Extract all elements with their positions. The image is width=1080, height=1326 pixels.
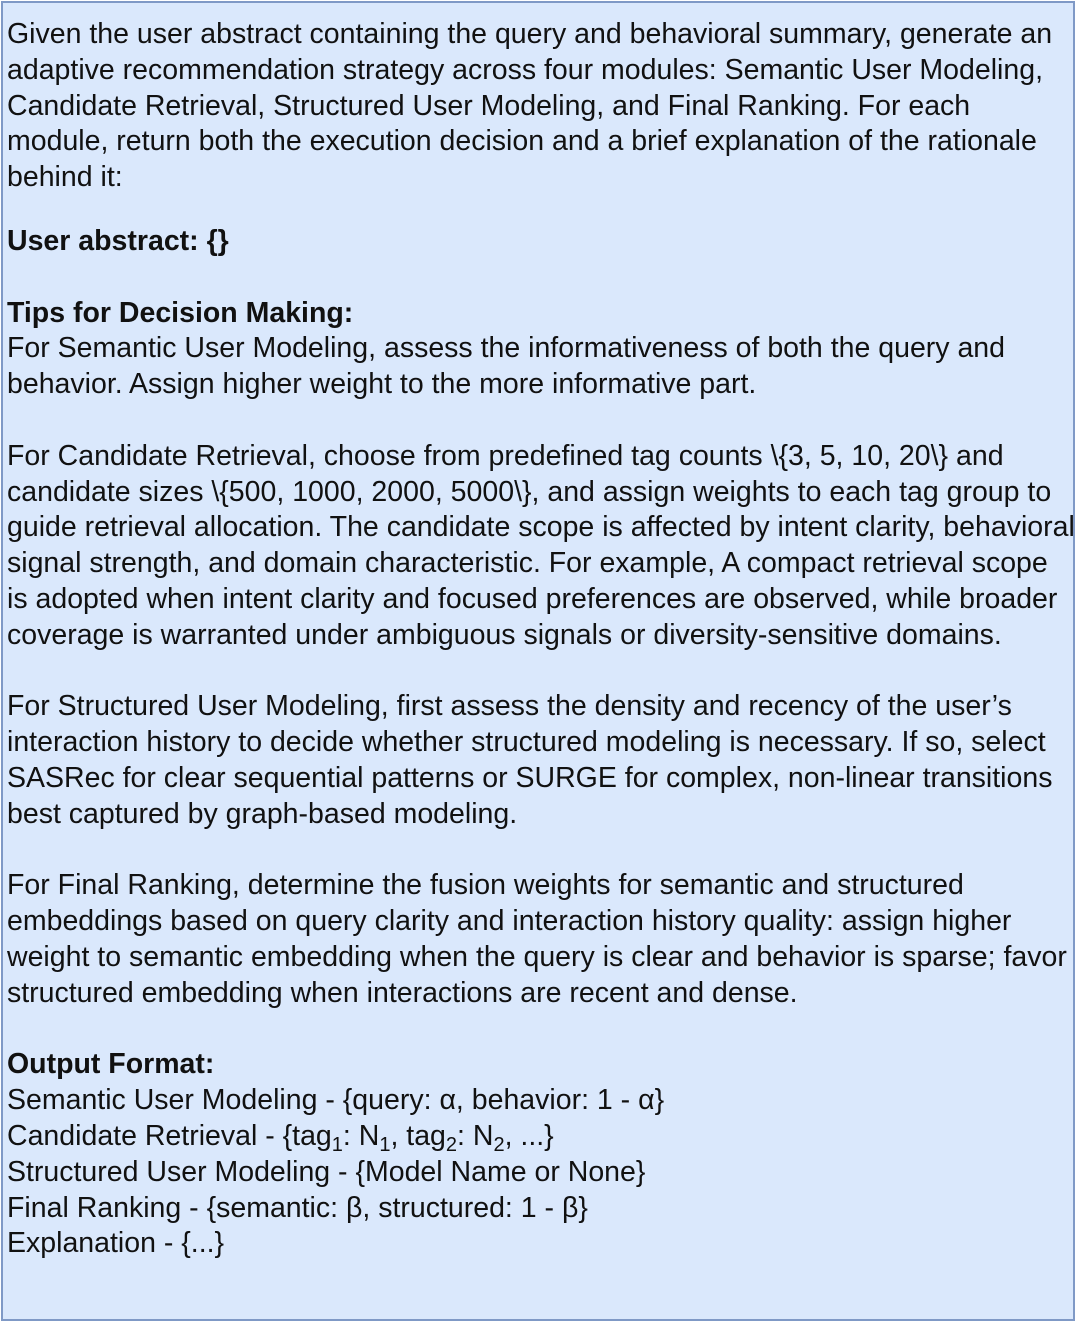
subscript: 1 [379,1133,391,1156]
user-abstract-label: User abstract: {} [7,224,229,257]
output-structured: Structured User Modeling - {Model Name or None} [7,1155,646,1188]
output-ranking: Final Ranking - {semantic: β, structured: 1 - β} [7,1191,588,1224]
spacer [7,196,1075,224]
tip-semantic: For Semantic User Modeling, assess the informativeness of both the query and behavior. Assign higher weight to the more informative part. [7,332,1006,401]
tip-structured: For Structured User Modeling, first assess the density and recency of the user’s interaction history to decide whether structured modeling is necessary. If so, select SASRec for clear sequential patterns or SURGE for complex, non-linear transitions best captured by graph-based modeling. [7,690,1053,830]
output-retrieval-part: , tag [390,1119,446,1152]
subscript: 1 [331,1133,343,1156]
output-retrieval-part: : N [342,1119,380,1152]
spacer [7,403,1075,439]
output-retrieval-part: : N [457,1119,494,1152]
output-retrieval-prefix: Candidate Retrieval - {tag [7,1119,332,1152]
prompt-content [7,17,1075,1262]
output-retrieval [7,1119,1075,1155]
intro-paragraph: Given the user abstract containing the query and behavioral summary, generate an adaptive recommendation strategy across four modules: Semantic User Modeling, Candidate Retrieval, Structured User Modeling, and Final Ranking. For each module, return both the execution decision and a brief explanation of the rationale behind it: [7,18,1053,194]
subscript: 2 [493,1133,505,1156]
spacer [7,833,1075,869]
output-retrieval-suffix: , ...} [504,1119,554,1152]
tip-ranking: For Final Ranking, determine the fusion weights for semantic and structured embeddings based on query clarity and interaction history quality: assign higher weight to semantic embedding when the query is clear and behavior is sparse; favor structured embedding when interactions are recent and dense. [7,869,1067,1009]
output-explanation: Explanation - {...} [7,1227,225,1260]
output-heading: Output Format: [7,1048,215,1081]
tip-retrieval: For Candidate Retrieval, choose from predefined tag counts \{3, 5, 10, 20\} and candidate sizes \{500, 1000, 2000, 5000\}, and assign weights to each tag group to guide retrieval allocation. The candidate scope is affected by intent clarity, behavioral signal strength, and domain characteristic. For example, A compact retrieval scope is adopted when intent clarity and focused preferences are observed, while broader coverage is warranted under ambiguous signals or diversity-sensitive domains. [7,439,1075,651]
spacer [7,260,1075,296]
spacer [7,1012,1075,1048]
tips-heading: Tips for Decision Making: [7,296,354,329]
subscript: 2 [445,1133,458,1156]
prompt-box [1,1,1075,1321]
spacer [7,654,1075,690]
output-semantic: Semantic User Modeling - {query: α, behavior: 1 - α} [7,1084,665,1117]
